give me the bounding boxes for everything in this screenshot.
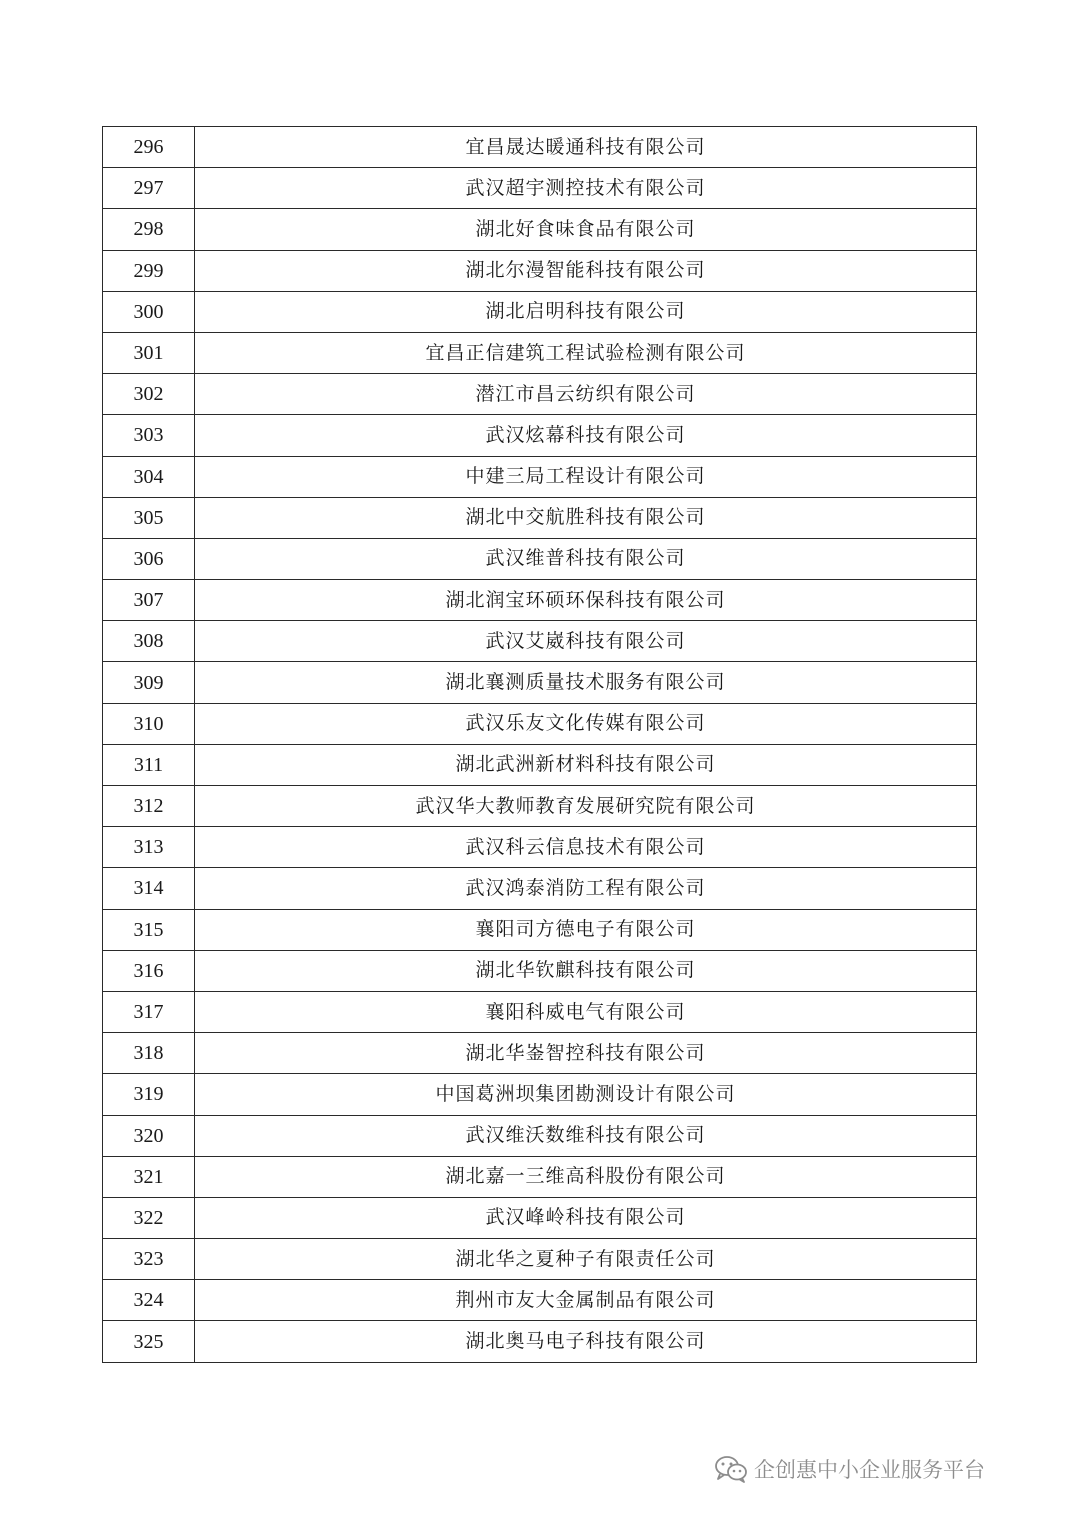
company-name: 湖北中交航胜科技有限公司 <box>195 497 977 538</box>
table-row <box>103 415 977 456</box>
table-row <box>103 786 977 827</box>
table-row <box>103 580 977 621</box>
row-number: 322 <box>103 1197 195 1238</box>
company-name: 襄阳司方德电子有限公司 <box>195 909 977 950</box>
company-name: 湖北华钦麒科技有限公司 <box>195 950 977 991</box>
row-number: 300 <box>103 291 195 332</box>
row-number: 309 <box>103 662 195 703</box>
row-number: 321 <box>103 1156 195 1197</box>
table-row <box>103 991 977 1032</box>
row-number: 314 <box>103 868 195 909</box>
row-number: 312 <box>103 786 195 827</box>
table-row <box>103 703 977 744</box>
company-name: 湖北襄测质量技术服务有限公司 <box>195 662 977 703</box>
company-name: 潜江市昌云纺织有限公司 <box>195 374 977 415</box>
row-number: 296 <box>103 127 195 168</box>
company-name: 襄阳科威电气有限公司 <box>195 991 977 1032</box>
table-row <box>103 1239 977 1280</box>
row-number: 303 <box>103 415 195 456</box>
company-name: 武汉华大教师教育发展研究院有限公司 <box>195 786 977 827</box>
company-name: 武汉乐友文化传媒有限公司 <box>195 703 977 744</box>
row-number: 310 <box>103 703 195 744</box>
company-name: 湖北华之夏种子有限责任公司 <box>195 1239 977 1280</box>
company-name: 武汉科云信息技术有限公司 <box>195 827 977 868</box>
table-row <box>103 209 977 250</box>
row-number: 306 <box>103 538 195 579</box>
company-name: 湖北尔漫智能科技有限公司 <box>195 250 977 291</box>
company-name: 武汉峰岭科技有限公司 <box>195 1197 977 1238</box>
row-number: 302 <box>103 374 195 415</box>
company-name: 武汉超宇测控技术有限公司 <box>195 168 977 209</box>
table-row <box>103 1156 977 1197</box>
row-number: 308 <box>103 621 195 662</box>
company-name: 湖北润宝环硕环保科技有限公司 <box>195 580 977 621</box>
row-number: 320 <box>103 1115 195 1156</box>
table-row <box>103 332 977 373</box>
table-row <box>103 744 977 785</box>
company-name: 湖北好食味食品有限公司 <box>195 209 977 250</box>
table-row <box>103 1115 977 1156</box>
watermark <box>714 1454 985 1484</box>
company-name: 宜昌晟达暖通科技有限公司 <box>195 127 977 168</box>
company-name: 武汉艾崴科技有限公司 <box>195 621 977 662</box>
watermark-text: 企创惠中小企业服务平台 <box>754 1458 985 1482</box>
company-name: 武汉炫幕科技有限公司 <box>195 415 977 456</box>
row-number: 315 <box>103 909 195 950</box>
company-name: 湖北嘉一三维高科股份有限公司 <box>195 1156 977 1197</box>
company-name: 宜昌正信建筑工程试验检测有限公司 <box>195 332 977 373</box>
row-number: 305 <box>103 497 195 538</box>
table-row <box>103 1074 977 1115</box>
row-number: 298 <box>103 209 195 250</box>
company-name: 武汉维普科技有限公司 <box>195 538 977 579</box>
row-number: 318 <box>103 1033 195 1074</box>
row-number: 304 <box>103 456 195 497</box>
wechat-icon <box>714 1455 748 1483</box>
row-number: 299 <box>103 250 195 291</box>
table-row <box>103 538 977 579</box>
table-row <box>103 909 977 950</box>
table-row <box>103 950 977 991</box>
company-name: 中建三局工程设计有限公司 <box>195 456 977 497</box>
table-row <box>103 456 977 497</box>
company-name: 湖北启明科技有限公司 <box>195 291 977 332</box>
company-list-body <box>103 127 977 1363</box>
row-number: 313 <box>103 827 195 868</box>
row-number: 316 <box>103 950 195 991</box>
table-row <box>103 497 977 538</box>
table-row <box>103 1197 977 1238</box>
table-row <box>103 621 977 662</box>
table-row <box>103 1280 977 1321</box>
table-row <box>103 1321 977 1362</box>
row-number: 297 <box>103 168 195 209</box>
row-number: 324 <box>103 1280 195 1321</box>
company-name: 湖北奥马电子科技有限公司 <box>195 1321 977 1362</box>
row-number: 307 <box>103 580 195 621</box>
company-name: 中国葛洲坝集团勘测设计有限公司 <box>195 1074 977 1115</box>
table-row <box>103 1033 977 1074</box>
row-number: 325 <box>103 1321 195 1362</box>
table-row <box>103 662 977 703</box>
table-row <box>103 291 977 332</box>
table-row <box>103 127 977 168</box>
table-row <box>103 250 977 291</box>
row-number: 311 <box>103 744 195 785</box>
company-name: 武汉鸿泰消防工程有限公司 <box>195 868 977 909</box>
table-row <box>103 374 977 415</box>
company-name: 湖北华崟智控科技有限公司 <box>195 1033 977 1074</box>
company-name: 武汉维沃数维科技有限公司 <box>195 1115 977 1156</box>
company-name: 荆州市友大金属制品有限公司 <box>195 1280 977 1321</box>
company-name: 湖北武洲新材料科技有限公司 <box>195 744 977 785</box>
row-number: 323 <box>103 1239 195 1280</box>
table-row <box>103 868 977 909</box>
row-number: 319 <box>103 1074 195 1115</box>
row-number: 317 <box>103 991 195 1032</box>
row-number: 301 <box>103 332 195 373</box>
company-list-table <box>102 126 977 1363</box>
table-row <box>103 168 977 209</box>
table-row <box>103 827 977 868</box>
